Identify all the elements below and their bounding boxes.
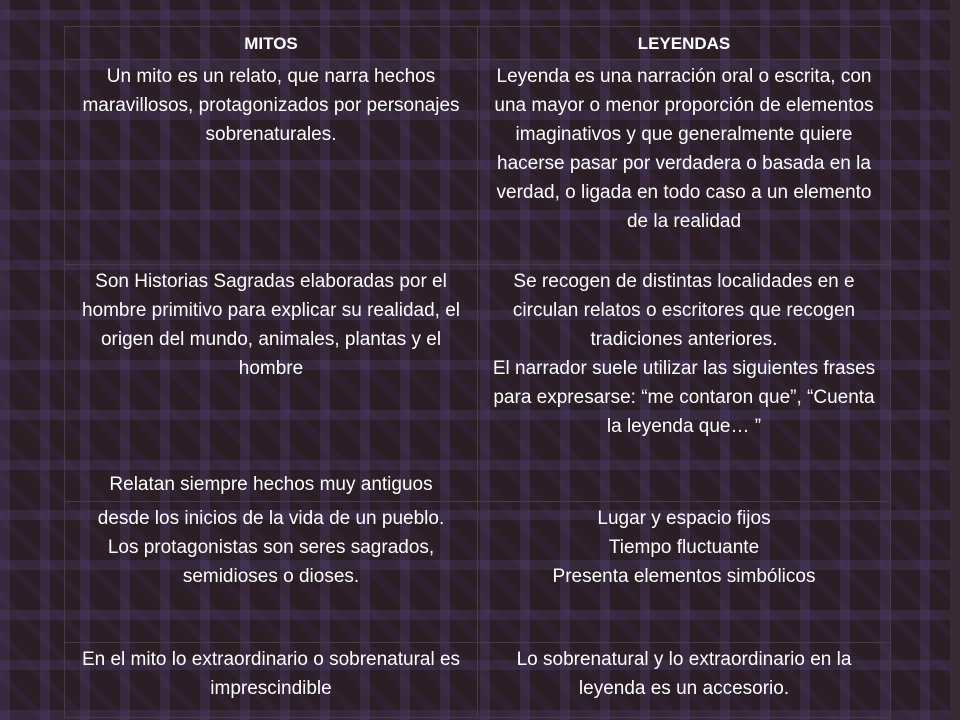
table-row — [65, 502, 891, 643]
mito-text: En el mito lo extraordinario o sobrenatural es imprescindible — [81, 649, 461, 699]
mito-text: Son Historias Sagradas elaboradas por el hombre primitivo para explicar su realidad, el origen del mundo, animales, plantas y el hombre — [81, 271, 461, 379]
leyenda-cell — [478, 60, 891, 265]
header-leyendas: LEYENDAS — [478, 27, 891, 60]
leyenda-cell — [478, 265, 891, 502]
cell-gap — [73, 383, 469, 470]
comparison-table — [64, 26, 891, 718]
leyenda-text: Leyenda es una narración oral o escrita, con una mayor o menor proporción de elementos imaginativos y que generalmente quiere hacerse pasar por verdadera o basada en la verdad, o ligada en todo caso a un elemento de la realidad — [494, 66, 874, 232]
leyenda-text: Lugar y espacio fijos Tiempo fluctuante Presenta elementos simbólicos — [552, 508, 816, 587]
mito-cell — [65, 643, 478, 718]
mito-text: Un mito es un relato, que narra hechos maravillosos, protagonizados por personajes sobrenaturales. — [82, 66, 460, 145]
mito-cell — [65, 502, 478, 643]
mito-extra-text: Relatan siempre hechos muy antiguos — [109, 474, 433, 495]
table-row — [65, 643, 891, 718]
table-row — [65, 265, 891, 502]
mito-text: desde los inicios de la vida de un pueblo. Los protagonistas son seres sagrados, semidioses o dioses. — [97, 508, 445, 587]
mito-cell — [65, 60, 478, 265]
frame-edge — [950, 0, 960, 720]
header-mitos: MITOS — [65, 27, 478, 60]
header-row — [65, 27, 891, 60]
leyenda-cell — [478, 643, 891, 718]
leyenda-cell — [478, 502, 891, 643]
mito-cell — [65, 265, 478, 502]
leyenda-text: Lo sobrenatural y lo extraordinario en la leyenda es un accesorio. — [516, 649, 852, 699]
table-row — [65, 60, 891, 265]
leyenda-text: Se recogen de distintas localidades en e circulan relatos o escritores que recogen tradiciones anteriores. El narrador suele utilizar las siguientes frases para expresarse: “me contaron que”, “Cuenta la leyenda que… ” — [492, 271, 876, 437]
